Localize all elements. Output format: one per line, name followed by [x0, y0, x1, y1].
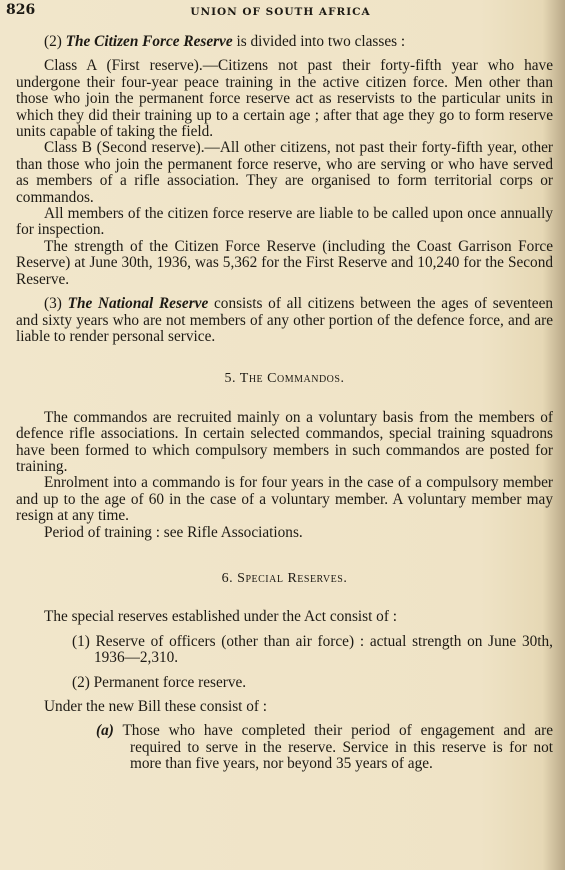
page-header: [6, 2, 555, 22]
clause-number: (3): [44, 295, 62, 313]
clause-title: The National Reserve: [67, 295, 209, 313]
paragraph-commandos-enrolment: Enrolment into a commando is for four years in the case of a compulsory member and up to the age of 60 in the case of a voluntary member. A voluntary member may resign at any time.: [16, 474, 553, 525]
paragraph-special-reserves-intro: The special reserves established under the Act consist of :: [44, 608, 397, 626]
page-number: 826: [6, 2, 36, 18]
clause-title: The Citizen Force Reserve: [65, 33, 233, 50]
paragraph-new-bill: Under the new Bill these consist of :: [44, 698, 268, 715]
paragraph-strength: The strength of the Citizen Force Reserve (including the Coast Garrison Force Reserve) at June 30th, 1936, was 5,362 for the First Reserve and 10,240 for the Second Reserve.: [16, 237, 553, 288]
paragraph-citizen-force-reserve: [16, 34, 553, 50]
item-label: (a): [96, 722, 114, 740]
item-text: Those who have completed their period of engagement and are required to serve in the reserve. Service in this reserve is for not more than five years, nor beyond 35 years of age.: [122, 722, 553, 773]
list-item-permanent-force-reserve: (2) Permanent force reserve.: [72, 673, 247, 691]
paragraph-inspection: All members of the citizen force reserve are liable to be called upon once annually for inspection.: [16, 205, 553, 239]
section-heading-commandos: 5. The Commandos.: [224, 371, 345, 387]
running-title: UNION OF SOUTH AFRICA: [190, 6, 371, 18]
clause-number: (2): [44, 33, 62, 50]
list-item-reserve-of-officers: (1) Reserve of officers (other than air force) : actual strength on June 30th, 1936—2,310.: [72, 632, 553, 667]
page-body: [16, 34, 553, 773]
section-heading-special-reserves: 6. Special Reserves.: [221, 570, 348, 586]
paragraph-national-reserve: [16, 296, 553, 345]
clause-text: consists of all citizens between the ages of seventeen and sixty years who are not members of any other portion of the defence force, and are liable to render personal service.: [16, 295, 554, 345]
clause-text: is divided into two classes :: [236, 33, 406, 50]
paragraph-class-b: Class B (Second reserve).—All other citizens, not past their forty-fifth year, other than those who join the permanent force reserve, who are serving or who have served as members of a rifle association. They are organised to form territorial corps or commandos.: [16, 139, 553, 206]
paragraph-commandos-recruitment: The commandos are recruited mainly on a voluntary basis from the members of defence rifle associations. In certain selected commandos, special training squadrons have been formed to which compulsory members in such commandos are posted for training.: [16, 408, 553, 475]
paragraph-commandos-training: Period of training : see Rifle Associations.: [44, 523, 303, 541]
paragraph-class-a: Class A (First reserve).—Citizens not past their forty-fifth year who have undergone their four-year peace training in the active citizen force. Men other than those who join the permanent force reserve act as reservists to the particular units in which they did their training up to a certain age ; after that age they go to form reserve units capable of taking the field.: [16, 57, 553, 141]
list-item-a: [16, 723, 553, 772]
